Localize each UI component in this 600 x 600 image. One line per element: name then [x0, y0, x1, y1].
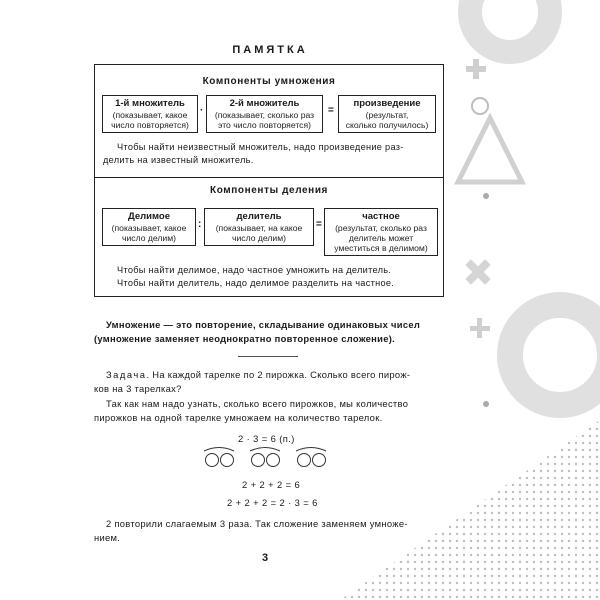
quotient-desc3: уместиться в делимом) — [334, 243, 428, 253]
equation-multiplication: 2 · 3 = 6 (п.) — [238, 433, 295, 444]
task-label: Задача — [106, 369, 147, 380]
definition-text-line1: — это повторение, складывание одинаковых чисел — [160, 319, 421, 330]
quotient-box — [324, 208, 438, 256]
explain-line1: Так как нам надо узнать, сколько всего пирожков, мы количество — [106, 398, 409, 409]
multiplication-title: Компоненты умножения — [202, 76, 336, 87]
divisor-desc2: число делим) — [232, 233, 286, 243]
divisor-desc1: (показывает, на какое — [215, 223, 303, 233]
definition-term: Умножение — [106, 319, 161, 330]
task-text-line1: . На каждой тарелке по 2 пирожка. Сколько всего пирож- — [146, 369, 411, 380]
dot-pattern — [340, 420, 600, 600]
factor1-desc1: (показывает, какое — [112, 110, 188, 120]
plates-illustration — [200, 446, 350, 472]
dividend-desc2: число делим) — [122, 233, 176, 243]
section-divider — [95, 177, 443, 178]
divisor-label: делитель — [236, 211, 282, 222]
definition-paragraph — [94, 318, 449, 345]
product-desc2: сколько получилось) — [345, 120, 429, 130]
dividend-box — [102, 208, 196, 246]
lower-dot-shape — [483, 401, 489, 407]
dividend-desc1: (показывает, какое — [111, 223, 187, 233]
small-ring-shape — [472, 98, 488, 114]
quotient-desc2: делитель может — [348, 233, 414, 243]
memo-box — [94, 64, 444, 297]
equation-combined: 2 + 2 + 2 = 2 · 3 = 6 — [227, 497, 318, 508]
plate-group-1 — [204, 448, 234, 467]
separator-line — [238, 356, 298, 357]
product-desc1: (результат, — [365, 110, 409, 120]
quotient-desc1: (результат, сколько раз — [335, 223, 427, 233]
division-rule-line2: Чтобы найти делитель, надо делимое разделить на частное. — [117, 278, 395, 288]
factor2-desc1: (показывает, сколько раз — [214, 110, 315, 120]
product-label: произведение — [353, 98, 421, 109]
factor2-box — [206, 95, 323, 133]
plus-shape-top — [466, 59, 486, 79]
division-rule-line1: Чтобы найти делимое, надо частное умножить на делитель. — [117, 265, 392, 275]
multiplication-rule-line1: Чтобы найти неизвестный множитель, надо произведение раз- — [117, 142, 404, 152]
factor2-label: 2-й множитель — [229, 98, 300, 109]
product-box — [338, 95, 436, 133]
divide-operator: : — [198, 219, 202, 230]
plus-shape-bottom — [470, 318, 490, 338]
equals-operator: = — [328, 105, 334, 116]
multiplication-rule-line2: делить на известный множитель. — [103, 155, 254, 165]
triangle-shape — [458, 118, 522, 182]
task-paragraph — [94, 368, 449, 395]
divisor-box — [204, 208, 314, 246]
factor1-desc2: число повторяется) — [111, 120, 189, 130]
conclusion-paragraph — [94, 517, 449, 544]
plate-group-2 — [250, 448, 280, 467]
explanation-paragraph — [94, 397, 449, 424]
cross-shape — [458, 252, 498, 292]
plate-group-3 — [296, 448, 326, 467]
division-equals-operator: = — [316, 219, 322, 230]
quotient-label: частное — [362, 211, 400, 222]
multiply-operator: · — [200, 105, 204, 116]
small-dot-shape — [483, 193, 489, 199]
factor2-desc2: это число повторяется) — [218, 120, 311, 130]
page-number: 3 — [262, 552, 269, 564]
task-text-line2: ков на 3 тарелках? — [94, 382, 182, 394]
memo-title: ПАМЯТКА — [232, 44, 308, 56]
equation-addition: 2 + 2 + 2 = 6 — [242, 479, 301, 490]
explain-line2: пирожков на одной тарелке умножаем на количество тарелок. — [94, 411, 383, 423]
factor1-label: 1-й множитель — [115, 98, 185, 109]
division-title: Компоненты деления — [210, 185, 328, 196]
definition-text-line2: (умножение заменяет неоднократно повторенное сложение). — [94, 332, 396, 344]
half-circle-shape — [510, 305, 600, 405]
conclusion-line1: 2 повторили слагаемым 3 раза. Так сложение заменяем умноже- — [106, 518, 408, 529]
conclusion-line2: нием. — [94, 531, 121, 543]
dividend-label: Делимое — [127, 211, 171, 222]
factor1-box — [102, 95, 198, 133]
